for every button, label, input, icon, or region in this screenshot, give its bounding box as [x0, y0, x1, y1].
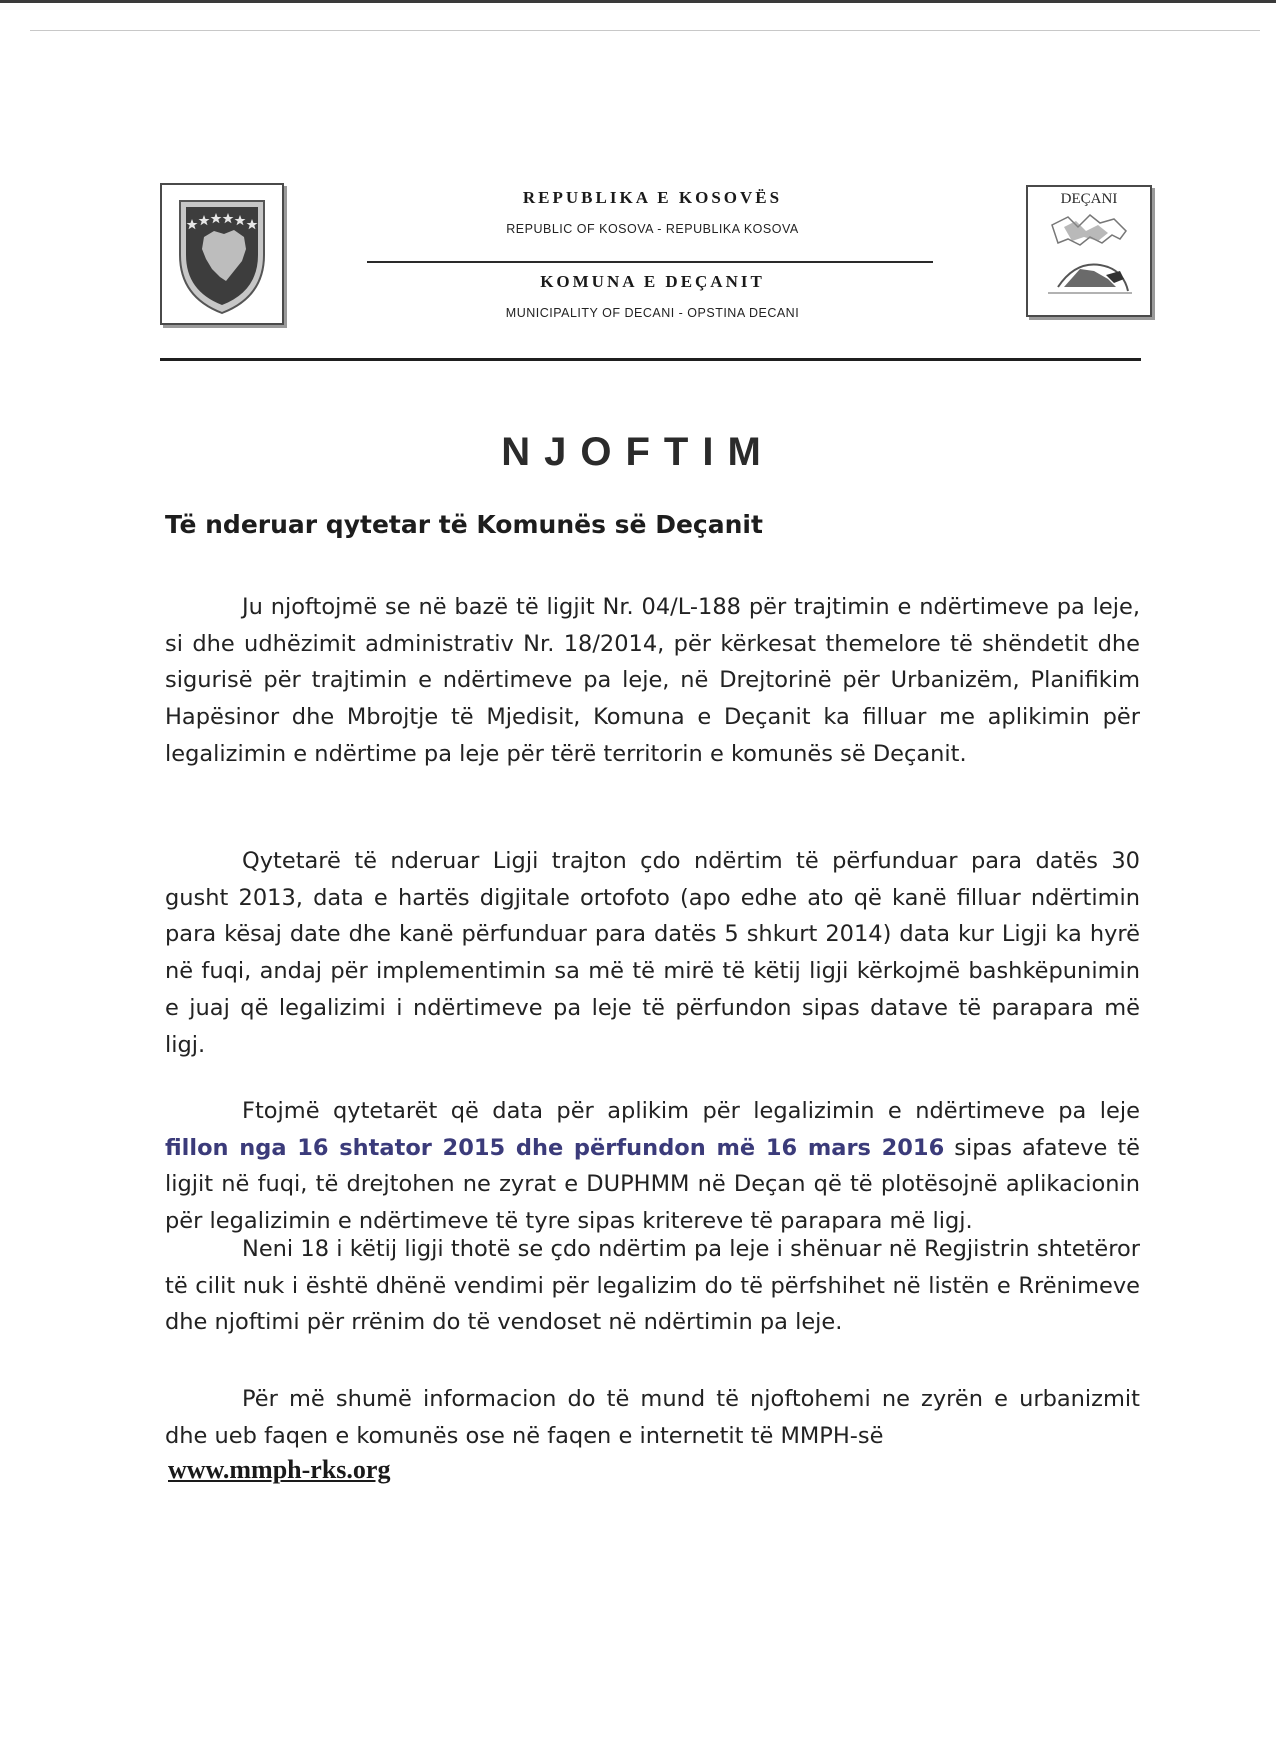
coat-of-arms-logo — [160, 183, 284, 325]
decani-municipality-logo — [1026, 185, 1152, 317]
paragraph-more-info: Për më shumë informacion do të mund të njoftohemi ne zyrën e urbanizmit dhe ueb faqen e komunës ose në faqen e internetit të MMPH-së — [165, 1386, 1140, 1449]
scan-edge — [0, 0, 1276, 3]
coat-of-arms-icon — [162, 185, 282, 323]
paragraph-law-scope: Qytetarë të nderuar Ligji trajton çdo ndërtim të përfunduar para datës 30 gusht 2013, data e hartës digjitale ortofoto (apo edhe ato që kanë filluar ndërtimin para kësaj date dhe kanë përfunduar para datës 5 shkurt 2014) data kur Ligji ka hyrë në fuqi, andaj për implementimin sa më të mirë të këtij ligji kërkojmë bashkëpunimin e juaj që legalizimi i ndërtimeve pa leje të përfundon sipas datave të parapara më ligj. — [165, 848, 1140, 1058]
application-period-highlight: fillon nga 16 shtator 2015 dhe përfundon më 16 mars 2016 — [165, 1134, 945, 1161]
paragraph-law-intro: Ju njoftojmë se në bazë të ligjit Nr. 04/L-188 për trajtimin e ndërtimeve pa leje, si dhe udhëzimit administrativ Nr. 18/2014, për kërkesat themelore të shëndetit dhe sigurisë për trajtimin e ndërtimeve pa leje, në Drejtorinë për Urbanizëm, Planifikim Hapësinor dhe Mbrojtje të Mjedisit, Komuna e Deçanit ka filluar me aplikimin për legalizimin e ndërtime pa leje për tërë territorin e komunës së Deçanit. — [165, 594, 1140, 767]
paragraph-application-end: sipas afateve të ligjit në fuqi, të drejtohen ne zyrat e DUPHMM në Deçan që të plotësojnë aplikacionin për legalizimin e ndërtimeve të tyre sipas kritereve të parapara më ligj. — [165, 1134, 1140, 1235]
header-divider — [367, 261, 933, 263]
website-link[interactable]: www.mmph-rks.org — [168, 1455, 391, 1484]
decani-emblem-icon — [1028, 187, 1150, 315]
republic-name-translation: REPUBLIC OF KOSOVA - REPUBLIKA KOSOVA — [506, 222, 799, 236]
paragraph-article-18: Neni 18 i këtij ligji thotë se çdo ndërtim pa leje i shënuar në Regjistrin shtetëror të cilit nuk i është dhënë vendimi për legalizim do të përfshihet në listën e Rrënimeve dhe njoftimi për rrënim do të vendoset në ndërtimin pa leje. — [165, 1236, 1140, 1336]
paragraph-application-dates — [165, 1093, 1140, 1240]
municipality-name-translation: MUNICIPALITY OF DECANI - OPSTINA DECANI — [505, 306, 800, 320]
paragraph-application-start: Ftojmë qytetarët që data për aplikim për legalizimin e ndërtimeve pa leje — [242, 1098, 1140, 1124]
notice-title: NJOFTIM — [501, 430, 775, 474]
decani-logo-label: DEÇANI — [1060, 191, 1118, 207]
header-main-rule — [160, 358, 1141, 361]
salutation: Të nderuar qytetar të Komunës së Deçanit — [165, 510, 763, 539]
scan-line — [30, 30, 1260, 31]
republic-name: REPUBLIKA E KOSOVËS — [522, 188, 783, 207]
municipality-name: KOMUNA E DEÇANIT — [540, 272, 765, 291]
